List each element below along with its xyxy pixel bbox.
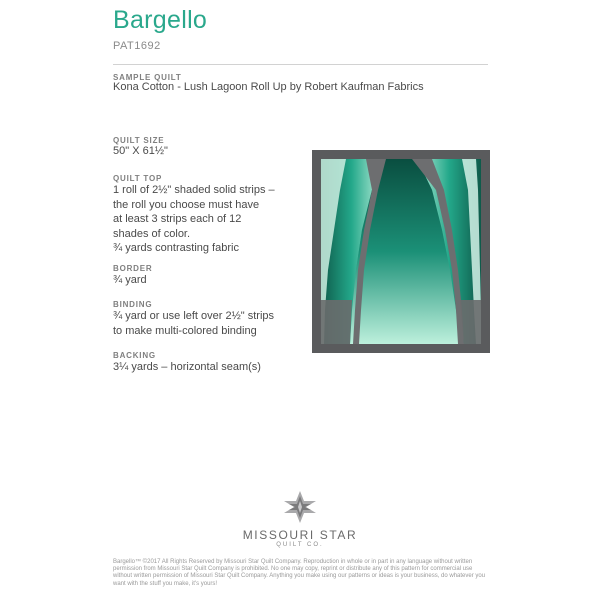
brand-name: MISSOURI STAR [242,528,358,542]
binding-line: ¾ yard or use left over 2½" strips [113,310,275,322]
quilt-top-line: ¾ yards contrasting fabric [113,242,239,254]
sample-quilt-text: Kona Cotton - Lush Lagoon Roll Up by Robert Kaufman Fabrics [113,81,424,93]
binding-line: to make multi-colored binding [113,324,257,337]
brand-subtitle: QUILT CO. [276,542,324,548]
quilt-top-line: the roll you choose must have [113,198,260,211]
backing-label: BACKING [113,351,156,360]
border-text: ¾ yard [113,274,147,286]
border-label: BORDER [113,264,153,273]
pattern-number: PAT1692 [113,40,161,52]
binding-label: BINDING [113,300,153,309]
quilt-size-label: QUILT SIZE [113,136,165,145]
copyright-notice: Bargello™ ©2017 All Rights Reserved by Missouri Star Quilt Company. Reproduction in whole or in part in any language without written permission from Missouri Star Quilt Company is prohibited. No one may copy, reprint or distribute any of this pattern for commercial use without written permission of Missouri Star Quilt Company. Anything you make using our patterns or ideas is your business, do whatever you want with the stuff you make, it's yours! [113,559,486,587]
sample-quilt-label: SAMPLE QUILT [113,73,182,82]
bargello-quilt-photo [312,150,490,353]
binding-text [113,309,298,338]
quilt-top-line: at least 3 strips each of 12 [113,213,242,225]
backing-text: 3¼ yards – horizontal seam(s) [113,361,261,373]
divider [113,64,488,65]
quilt-top-label: QUILT TOP [113,174,163,183]
quilt-top-line: 1 roll of 2½" shaded solid strips – [113,184,275,196]
quilt-size-text: 50" X 61½" [113,145,168,157]
quilt-top-text [113,183,298,256]
quilt-top-line: shades of color. [113,227,191,240]
page-title: Bargello [113,6,208,34]
star-logo-icon [283,490,317,524]
